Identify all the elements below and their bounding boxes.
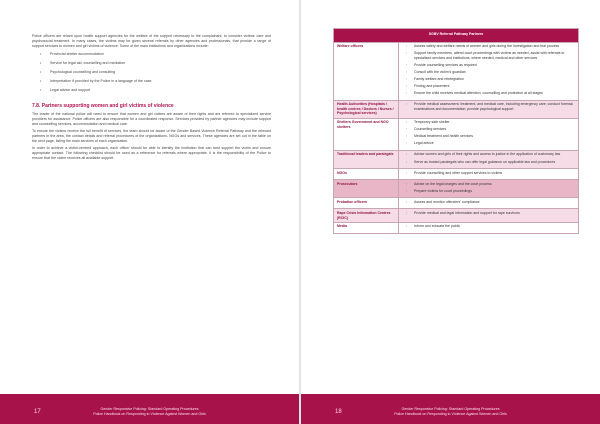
services-list — [402, 120, 575, 146]
partner-services — [399, 198, 579, 209]
services-list — [402, 44, 575, 96]
partner-services — [399, 222, 579, 233]
list-item: ◦ Legal advice — [402, 141, 575, 146]
partner-label: NGOs — [334, 169, 399, 180]
list-item: ◦ Prepare victims for court proceedings — [402, 189, 575, 194]
left-page — [0, 0, 299, 424]
body-paragraph: The leader of the national police will need to ensure that women and girl victims are aware of their rights and are referred to specialized service providers for assistance. Police officers are also responsible for a coordinated response. Services provided by partner agencies may include support and counselling services, accommodation and medical care. — [32, 112, 271, 126]
intro-paragraph: Police officers are reliant upon health support agencies for the welfare of the support necessary to the complainant, to consider victims' care and psychosocial treatment. In many cases, the victims may be given several referrals by other agencies and professionals, that provide a range of support services to women and girl victims of violence. Some of the main institutions and organizations include: — [32, 34, 271, 48]
services-list — [402, 211, 575, 216]
partner-label: Welfare officers — [334, 42, 399, 100]
list-item: ◦ Inform and educate the public — [402, 224, 575, 229]
list-item: ◦ Temporary safe shelter — [402, 120, 575, 125]
table-row — [334, 222, 579, 233]
page-number: 17 — [34, 409, 41, 415]
list-item: ◦ Serve as trusted paralegals who can offer legal guidance on applicable law and procedures — [402, 160, 575, 165]
partner-label: Probation officers — [334, 198, 399, 209]
list-item: • Interpretation if provided by the Police in a language of the case — [32, 79, 271, 84]
list-item: ◦ Family welfare and reintegration — [402, 77, 575, 82]
partner-services — [399, 150, 579, 168]
table-row — [334, 198, 579, 209]
partner-label: Shelters Government and NGO shelters — [334, 118, 399, 150]
list-item: ◦ Advise on the legal charges and the court process — [402, 182, 575, 187]
list-item: ◦ Support family members, attend court proceedings with victims as needed, assist with referrals to specialised services and institutions, where needed, medical and other services — [402, 51, 575, 60]
referral-table — [333, 28, 579, 234]
partner-label: Health Authorities (Hospitals / health centres / Doctors / Nurses / Psychological services) — [334, 100, 399, 118]
page-footer — [0, 394, 299, 424]
partner-services — [399, 169, 579, 180]
partner-label: Prosecutors — [334, 180, 399, 198]
list-item: • Psychological counselling and consulting — [32, 70, 271, 75]
partner-services — [399, 42, 579, 100]
list-item: ◦ Assess and monitor offenders' compliance — [402, 200, 575, 205]
services-list — [402, 102, 575, 111]
body-paragraph: To ensure the victims receive the full benefit of services, the team should be aware of the Gender Based Violence Referral Pathway and the relevant partners in the area, the contact details and referral procedures of the organizations, NGOs and services. These agencies are set out in the table on the next page, listing the main services of each organization. — [32, 129, 271, 143]
list-item: ◦ Advise women and girls of their rights and access to justice in the application of customary law — [402, 152, 575, 157]
services-list — [402, 200, 575, 205]
list-item: ◦ Assess safety and welfare needs of women and girls during the investigation and trial process — [402, 44, 575, 49]
section-heading: 7.8. Partners supporting women and girl victims of violence — [32, 103, 174, 109]
table-row — [334, 209, 579, 222]
footer-line: Police Handbook on Responding to Violence Against Women and Girls — [93, 412, 206, 416]
partner-label: Traditional leaders and paralegals — [334, 150, 399, 168]
footer-text — [301, 407, 600, 417]
services-list — [402, 182, 575, 194]
footer-line: Police Handbook on Responding to Violence Against Women and Girls — [394, 412, 507, 416]
partner-label: Media — [334, 222, 399, 233]
list-item: ◦ Provide counselling services as required — [402, 63, 575, 68]
list-item: ◦ Counselling services — [402, 127, 575, 132]
table-row — [334, 42, 579, 100]
partner-services — [399, 100, 579, 118]
list-item: ◦ Provide medical and legal information and support for rape survivors — [402, 211, 575, 216]
partner-services — [399, 118, 579, 150]
services-list — [402, 171, 575, 176]
body-paragraph: In order to achieve a victim-centred approach, each officer should be able to identify the institution that can best support the victim and ensure appropriate contact. The following checklist should be used as a reference for referrals where appropriate. It is the responsibility of the Police to ensure that the victim receives all available support. — [32, 146, 271, 160]
footer-line: Gender Responsive Policing: Standard Operating Procedures — [100, 407, 199, 411]
table-row — [334, 118, 579, 150]
list-item: ◦ Ensure the child receives medical attention, counselling and protection at all stages — [402, 91, 575, 96]
footer-text — [0, 407, 299, 417]
table-row — [334, 100, 579, 118]
partner-services — [399, 180, 579, 198]
list-item: ◦ Provide medical assessment, treatment, and medical care, including emergency care; conduct forensic examinations and documentation; provide psychological support — [402, 102, 575, 111]
list-item: ◦ Medical treatment and health services — [402, 134, 575, 139]
table-title: SGBV Referral Pathway Partners — [334, 29, 579, 43]
partner-label: Rape Crisis Information Centres (RCIC) — [334, 209, 399, 222]
list-item: ◦ Consult with the victim's guardian — [402, 70, 575, 75]
services-list — [32, 52, 271, 93]
services-list — [402, 224, 575, 229]
left-content — [32, 34, 271, 163]
right-page — [301, 0, 600, 424]
table-row — [334, 150, 579, 168]
footer-line: Gender Responsive Policing: Standard Operating Procedures — [401, 407, 500, 411]
list-item: • Legal advice and support — [32, 88, 271, 93]
table-row — [334, 180, 579, 198]
partner-services — [399, 209, 579, 222]
table-row — [334, 169, 579, 180]
list-item: • Service for legal aid, counselling and mediation — [32, 61, 271, 66]
services-list — [402, 152, 575, 164]
list-item: ◦ Provide counselling and other support services to victims — [402, 171, 575, 176]
table-header-row — [334, 29, 579, 43]
list-item: • Provincial shelter accommodation — [32, 52, 271, 57]
page-number: 18 — [335, 409, 342, 415]
page-footer — [301, 394, 600, 424]
list-item: ◦ Finding and placement — [402, 84, 575, 89]
